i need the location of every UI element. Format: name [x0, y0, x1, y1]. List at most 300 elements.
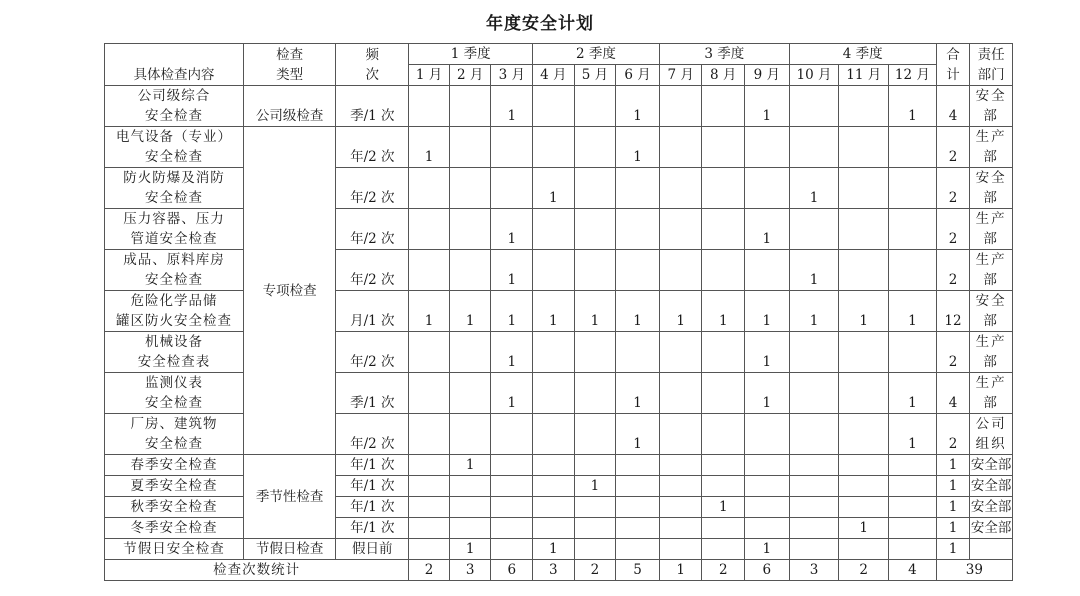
- month-cell: [789, 332, 839, 373]
- row-total: 1: [936, 539, 969, 560]
- month-cell: [574, 455, 616, 476]
- month-cell: [449, 497, 491, 518]
- month-cell: [659, 373, 702, 414]
- totals-row: [105, 560, 1013, 581]
- month-cell: [409, 250, 450, 291]
- check-item: 节假日安全检查: [105, 539, 244, 560]
- line-1: 生产: [975, 375, 1007, 391]
- month-cell: [659, 332, 702, 373]
- month-cell: [574, 332, 616, 373]
- month-cell: [533, 414, 575, 455]
- month-total: 2: [839, 560, 889, 581]
- month-cell: [533, 518, 575, 539]
- header-quarter-3: 3 季度: [659, 44, 789, 65]
- month-cell: [409, 518, 450, 539]
- line-1: 生产: [975, 211, 1007, 227]
- month-cell: [533, 373, 575, 414]
- check-item: [105, 373, 244, 414]
- line-1: 厂房、建筑物: [130, 416, 218, 432]
- month-cell: [491, 518, 533, 539]
- month-cell: [449, 86, 491, 127]
- line-2: 组织: [975, 436, 1007, 452]
- header-month-5: 5 月: [574, 65, 616, 86]
- check-type: 节假日检查: [243, 539, 335, 560]
- month-cell: 1: [533, 539, 575, 560]
- line-1: 成品、原料库房: [123, 252, 225, 268]
- month-cell: 1: [839, 291, 889, 332]
- month-cell: 1: [745, 291, 790, 332]
- month-cell: [409, 539, 450, 560]
- month-cell: [839, 209, 889, 250]
- month-cell: [449, 332, 491, 373]
- month-cell: 1: [659, 291, 702, 332]
- month-cell: [409, 86, 450, 127]
- line-1: 安全: [975, 88, 1007, 104]
- month-cell: [789, 539, 839, 560]
- month-cell: [839, 373, 889, 414]
- month-cell: [533, 86, 575, 127]
- row-total: 2: [936, 414, 969, 455]
- month-cell: [789, 497, 839, 518]
- table-row: [105, 168, 1013, 209]
- month-cell: [659, 476, 702, 497]
- month-cell: [889, 476, 937, 497]
- header-quarter-1: 1 季度: [409, 44, 533, 65]
- line-2: 部: [983, 149, 999, 165]
- month-cell: [491, 455, 533, 476]
- frequency: 年/1 次: [336, 497, 409, 518]
- month-cell: [616, 168, 660, 209]
- month-cell: [409, 373, 450, 414]
- month-cell: [839, 476, 889, 497]
- month-cell: [574, 497, 616, 518]
- month-cell: [491, 414, 533, 455]
- month-total: 6: [491, 560, 533, 581]
- month-cell: [889, 497, 937, 518]
- month-cell: [616, 209, 660, 250]
- month-cell: [409, 455, 450, 476]
- month-total: 2: [702, 560, 745, 581]
- month-cell: [449, 250, 491, 291]
- frequency: 年/2 次: [336, 127, 409, 168]
- month-cell: 1: [491, 373, 533, 414]
- month-cell: [574, 209, 616, 250]
- month-total: 3: [449, 560, 491, 581]
- row-total: 2: [936, 209, 969, 250]
- month-cell: [702, 539, 745, 560]
- month-cell: [659, 497, 702, 518]
- header-month-8: 8 月: [702, 65, 745, 86]
- header-quarter-2: 2 季度: [533, 44, 660, 65]
- month-cell: 1: [491, 209, 533, 250]
- month-cell: [449, 209, 491, 250]
- frequency: 季/1 次: [336, 86, 409, 127]
- month-cell: 1: [449, 455, 491, 476]
- month-cell: [889, 209, 937, 250]
- header-month-1: 1 月: [409, 65, 450, 86]
- month-cell: [616, 518, 660, 539]
- month-cell: [449, 127, 491, 168]
- month-cell: [659, 209, 702, 250]
- table-row: [105, 373, 1013, 414]
- month-cell: [574, 86, 616, 127]
- month-cell: [889, 332, 937, 373]
- line-1: 机械设备: [144, 334, 203, 350]
- check-item: [105, 291, 244, 332]
- line-2: 部: [983, 108, 999, 124]
- month-cell: 1: [789, 168, 839, 209]
- month-cell: 1: [409, 291, 450, 332]
- month-cell: [745, 497, 790, 518]
- table-row: [105, 518, 1013, 539]
- month-cell: 1: [889, 373, 937, 414]
- month-cell: [702, 209, 745, 250]
- table-row: [105, 291, 1013, 332]
- month-cell: [889, 168, 937, 209]
- month-cell: [789, 209, 839, 250]
- responsible-dept: [970, 250, 1013, 291]
- month-cell: 1: [616, 86, 660, 127]
- month-cell: [659, 539, 702, 560]
- month-cell: [889, 539, 937, 560]
- check-item: [105, 209, 244, 250]
- line-2: 安全检查表: [137, 354, 211, 370]
- row-total: 1: [936, 476, 969, 497]
- responsible-dept: [970, 209, 1013, 250]
- month-cell: 1: [574, 476, 616, 497]
- month-cell: [702, 373, 745, 414]
- month-cell: [491, 476, 533, 497]
- line-1: 电气设备（专业）: [115, 129, 232, 145]
- header-row-1: [105, 44, 1013, 65]
- month-cell: [491, 127, 533, 168]
- month-cell: 1: [616, 414, 660, 455]
- month-cell: [659, 518, 702, 539]
- line-1: 生产: [975, 334, 1007, 350]
- month-cell: [702, 476, 745, 497]
- row-total: 2: [936, 250, 969, 291]
- month-cell: [659, 86, 702, 127]
- check-item: [105, 127, 244, 168]
- responsible-dept: [970, 414, 1013, 455]
- month-cell: [789, 455, 839, 476]
- row-total: 1: [936, 455, 969, 476]
- month-cell: [574, 250, 616, 291]
- header-frequency: 频 次: [336, 44, 409, 86]
- frequency: 年/2 次: [336, 414, 409, 455]
- line-2: 安全检查: [144, 108, 203, 124]
- row-total: 1: [936, 518, 969, 539]
- month-cell: [702, 455, 745, 476]
- frequency: 年/2 次: [336, 332, 409, 373]
- month-cell: 1: [889, 86, 937, 127]
- check-item: [105, 414, 244, 455]
- line-2: 安全检查: [144, 272, 203, 288]
- frequency: 月/1 次: [336, 291, 409, 332]
- month-cell: [789, 373, 839, 414]
- month-cell: [839, 332, 889, 373]
- line-1: 压力容器、压力: [123, 211, 225, 227]
- line-2: 部: [983, 395, 999, 411]
- month-cell: 1: [745, 86, 790, 127]
- month-cell: [659, 250, 702, 291]
- month-cell: 1: [616, 373, 660, 414]
- month-cell: 1: [702, 497, 745, 518]
- line-2: 管道安全检查: [130, 231, 218, 247]
- line-2: 安全检查: [144, 436, 203, 452]
- frequency: 年/2 次: [336, 168, 409, 209]
- totals-label: 检查次数统计: [105, 560, 409, 581]
- month-cell: 1: [533, 291, 575, 332]
- line-1: 公司级综合: [137, 88, 211, 104]
- page-title: 年度安全计划: [486, 14, 594, 34]
- month-cell: 1: [789, 291, 839, 332]
- month-cell: 1: [449, 291, 491, 332]
- month-cell: [574, 168, 616, 209]
- header-month-6: 6 月: [616, 65, 660, 86]
- header-month-11: 11 月: [839, 65, 889, 86]
- month-cell: 1: [745, 209, 790, 250]
- month-cell: 1: [745, 539, 790, 560]
- month-cell: [702, 414, 745, 455]
- month-cell: [789, 127, 839, 168]
- month-cell: [659, 127, 702, 168]
- month-total: 1: [659, 560, 702, 581]
- month-cell: [491, 539, 533, 560]
- grand-total: 39: [936, 560, 1012, 581]
- month-total: 4: [889, 560, 937, 581]
- month-cell: [889, 518, 937, 539]
- month-cell: 1: [889, 291, 937, 332]
- month-cell: [533, 476, 575, 497]
- month-cell: [702, 86, 745, 127]
- month-cell: 1: [745, 332, 790, 373]
- month-cell: 1: [491, 86, 533, 127]
- month-cell: [616, 332, 660, 373]
- table-row: [105, 127, 1013, 168]
- check-item: 冬季安全检查: [105, 518, 244, 539]
- month-cell: [409, 209, 450, 250]
- check-type: 专项检查: [243, 127, 335, 455]
- month-cell: [745, 414, 790, 455]
- header-month-3: 3 月: [491, 65, 533, 86]
- header-type: 检查 类型: [243, 44, 335, 86]
- table-row: [105, 476, 1013, 497]
- month-cell: [449, 168, 491, 209]
- month-total: 3: [533, 560, 575, 581]
- month-cell: [659, 455, 702, 476]
- month-cell: 1: [789, 250, 839, 291]
- frequency: 年/2 次: [336, 250, 409, 291]
- table-row: [105, 86, 1013, 127]
- frequency: 年/1 次: [336, 455, 409, 476]
- month-cell: [491, 497, 533, 518]
- check-item: [105, 332, 244, 373]
- table-row: [105, 250, 1013, 291]
- month-cell: 1: [491, 250, 533, 291]
- line-2: 安全检查: [144, 149, 203, 165]
- month-cell: [839, 455, 889, 476]
- month-cell: [745, 250, 790, 291]
- month-cell: 1: [533, 168, 575, 209]
- line-2: 部: [983, 354, 999, 370]
- table-row: [105, 332, 1013, 373]
- month-cell: [449, 476, 491, 497]
- month-cell: [409, 332, 450, 373]
- month-cell: [702, 250, 745, 291]
- month-total: 5: [616, 560, 660, 581]
- responsible-dept: [970, 291, 1013, 332]
- responsible-dept: [970, 86, 1013, 127]
- month-cell: [533, 250, 575, 291]
- frequency: 假日前: [336, 539, 409, 560]
- month-cell: [574, 518, 616, 539]
- month-cell: [616, 497, 660, 518]
- month-cell: 1: [491, 291, 533, 332]
- month-cell: [839, 86, 889, 127]
- header-dept: 责任 部门: [970, 44, 1013, 86]
- month-cell: [574, 373, 616, 414]
- month-total: 6: [745, 560, 790, 581]
- month-cell: [659, 168, 702, 209]
- month-cell: 1: [702, 291, 745, 332]
- month-cell: [839, 414, 889, 455]
- line-1: 监测仪表: [144, 375, 203, 391]
- responsible-dept: [970, 332, 1013, 373]
- check-type: 公司级检查: [243, 86, 335, 127]
- line-2: 安全检查: [144, 190, 203, 206]
- check-type: 季节性检查: [243, 455, 335, 539]
- month-cell: [745, 168, 790, 209]
- month-cell: 1: [889, 414, 937, 455]
- month-cell: 1: [491, 332, 533, 373]
- frequency: 年/1 次: [336, 476, 409, 497]
- month-cell: [533, 332, 575, 373]
- month-cell: 1: [745, 373, 790, 414]
- month-total: 2: [574, 560, 616, 581]
- header-month-9: 9 月: [745, 65, 790, 86]
- responsible-dept: [970, 127, 1013, 168]
- line-2: 安全检查: [144, 395, 203, 411]
- month-cell: 1: [839, 518, 889, 539]
- line-2: 部: [983, 231, 999, 247]
- month-cell: [616, 250, 660, 291]
- month-cell: [889, 127, 937, 168]
- header-total: 合 计: [936, 44, 969, 86]
- responsible-dept: [970, 539, 1013, 560]
- month-cell: [702, 168, 745, 209]
- responsible-dept: 安全部: [970, 518, 1013, 539]
- line-1: 生产: [975, 252, 1007, 268]
- frequency: 年/1 次: [336, 518, 409, 539]
- header-quarter-4: 4 季度: [789, 44, 936, 65]
- month-cell: [789, 414, 839, 455]
- month-cell: [702, 518, 745, 539]
- month-cell: [659, 414, 702, 455]
- header-item: 具体检查内容: [105, 44, 244, 86]
- table-row: [105, 539, 1013, 560]
- row-total: 4: [936, 86, 969, 127]
- month-cell: [889, 455, 937, 476]
- month-cell: [449, 518, 491, 539]
- month-cell: [533, 127, 575, 168]
- row-total: 12: [936, 291, 969, 332]
- month-cell: [409, 168, 450, 209]
- month-cell: 1: [616, 291, 660, 332]
- month-cell: [789, 476, 839, 497]
- responsible-dept: 安全部: [970, 497, 1013, 518]
- month-cell: [491, 168, 533, 209]
- month-cell: [745, 455, 790, 476]
- month-cell: [839, 539, 889, 560]
- header-month-12: 12 月: [889, 65, 937, 86]
- header-month-10: 10 月: [789, 65, 839, 86]
- header-month-2: 2 月: [449, 65, 491, 86]
- check-item: [105, 168, 244, 209]
- line-2: 罐区防火安全检查: [115, 313, 232, 329]
- month-cell: [533, 497, 575, 518]
- responsible-dept: [970, 373, 1013, 414]
- month-cell: [533, 455, 575, 476]
- table-row: [105, 209, 1013, 250]
- month-cell: [409, 476, 450, 497]
- header-month-7: 7 月: [659, 65, 702, 86]
- month-total: 3: [789, 560, 839, 581]
- month-cell: 1: [449, 539, 491, 560]
- row-total: 2: [936, 332, 969, 373]
- table-row: [105, 497, 1013, 518]
- row-total: 2: [936, 168, 969, 209]
- month-cell: 1: [409, 127, 450, 168]
- responsible-dept: [970, 168, 1013, 209]
- month-cell: [745, 476, 790, 497]
- line-1: 防火防爆及消防: [123, 170, 225, 186]
- month-cell: [574, 414, 616, 455]
- month-cell: [889, 250, 937, 291]
- line-2: 部: [983, 272, 999, 288]
- header-month-4: 4 月: [533, 65, 575, 86]
- month-cell: [789, 518, 839, 539]
- month-cell: [839, 250, 889, 291]
- month-cell: [839, 127, 889, 168]
- month-cell: 1: [574, 291, 616, 332]
- month-cell: [449, 373, 491, 414]
- month-cell: [409, 497, 450, 518]
- line-1: 安全: [975, 293, 1007, 309]
- month-cell: [839, 497, 889, 518]
- month-cell: [616, 476, 660, 497]
- line-1: 公司: [975, 416, 1007, 432]
- frequency: 季/1 次: [336, 373, 409, 414]
- check-item: [105, 250, 244, 291]
- line-1: 危险化学品储: [130, 293, 218, 309]
- frequency: 年/2 次: [336, 209, 409, 250]
- check-item: 秋季安全检查: [105, 497, 244, 518]
- month-cell: [574, 539, 616, 560]
- month-cell: [616, 539, 660, 560]
- row-total: 2: [936, 127, 969, 168]
- month-cell: [839, 168, 889, 209]
- responsible-dept: 安全部: [970, 455, 1013, 476]
- month-cell: [409, 414, 450, 455]
- line-2: 部: [983, 190, 999, 206]
- check-item: 春季安全检查: [105, 455, 244, 476]
- month-cell: 1: [616, 127, 660, 168]
- row-total: 1: [936, 497, 969, 518]
- month-cell: [616, 455, 660, 476]
- row-total: 4: [936, 373, 969, 414]
- month-cell: [745, 518, 790, 539]
